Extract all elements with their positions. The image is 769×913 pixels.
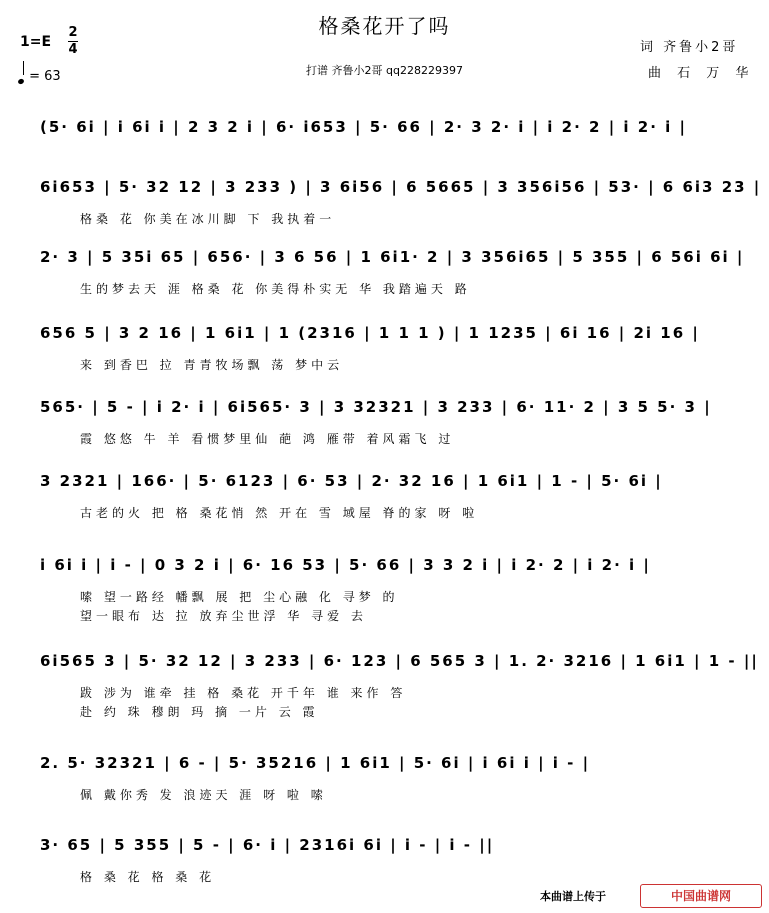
- lyric-line: 望一眼布 达 拉 放弃尘世浮 华 寻爱 去: [80, 609, 367, 623]
- quarter-note-icon: [17, 78, 24, 85]
- score-line: [40, 178, 762, 227]
- lyric-line: 生的梦去天 涯 格桑 花 你美得朴实无 华 我踏遍天 路: [80, 282, 471, 296]
- tempo-value: = 63: [29, 69, 61, 84]
- time-signature: [68, 26, 78, 57]
- lyric-line: 来 到香巴 拉 青青牧场飘 荡 梦中云: [80, 358, 344, 372]
- lyric-line: 跋 涉为 谁牵 挂 格 桑花 开千年 谁 来作 答: [80, 686, 407, 700]
- jianpu-notes: 2. 5· 32321 | 6 - | 5· 35216 | 1 6i1 | 5· 6i | i 6i i | i - |: [40, 754, 591, 772]
- score-line: [40, 324, 730, 373]
- score-line: [40, 118, 730, 136]
- jianpu-notes: 656 5 | 3 2 16 | 1 6i1 | 1 (2316 | 1 1 1 ) | 1 1235 | 6i 16 | 2i 16 |: [40, 324, 700, 342]
- meter-top: 2: [68, 25, 78, 40]
- score-line: [40, 398, 730, 447]
- composer-credit: 曲 石 万 华: [648, 66, 755, 81]
- jianpu-notes: 565· | 5 - | i 2· i | 6i565· 3 | 3 32321 | 3 233 | 6· 11· 2 | 3 5 5· 3 |: [40, 398, 712, 416]
- score-title: 格桑花开了吗: [318, 14, 451, 38]
- jianpu-notes: 3· 65 | 5 355 | 5 - | 6· i | 2316i 6i | i - | i - ||: [40, 836, 495, 854]
- jianpu-notes: 6i565 3 | 5· 32 12 | 3 233 | 6· 123 | 6 565 3 | 1. 2· 3216 | 1 6i1 | 1 - ||: [40, 652, 759, 670]
- meter-bottom: 4: [68, 42, 78, 57]
- lyric-line: 嗦 望一路经 幡飘 展 把 尘心融 化 寻梦 的: [80, 590, 399, 604]
- score-line: [40, 248, 745, 297]
- score-line: [40, 472, 730, 521]
- lyric-line: 佩 戴你秀 发 浪迹天 涯 呀 啦 嗦: [80, 788, 327, 802]
- transcriber-credit: 打谱 齐鲁小2哥 qq228229397: [306, 64, 463, 77]
- lyricist-credit: 词 齐鲁小2哥: [640, 40, 739, 55]
- lyric-line: 霞 悠悠 牛 羊 看惯梦里仙 葩 鸿 雁带 着风霜飞 过: [80, 432, 455, 446]
- lyric-line: 赴 约 珠 穆朗 玛 摘 一片 云 霞: [80, 705, 319, 719]
- jianpu-notes: 6i653 | 5· 32 12 | 3 233 ) | 3 6i56 | 6 5665 | 3 356i56 | 53· | 6 6i3 23 |: [40, 178, 762, 196]
- jianpu-notes: 3 2321 | 166· | 5· 6123 | 6· 53 | 2· 32 16 | 1 6i1 | 1 - | 5· 6i |: [40, 472, 663, 490]
- score-line: [40, 556, 730, 624]
- jianpu-notes: 2· 3 | 5 35i 65 | 656· | 3 6 56 | 1 6i1· 2 | 3 356i65 | 5 355 | 6 56i 6i |: [40, 248, 745, 266]
- score-line: [40, 652, 759, 720]
- lyric-line: 格桑 花 你美在冰川脚 下 我执着一: [80, 212, 336, 226]
- upload-note: 本曲谱上传于: [540, 890, 606, 903]
- key-signature: 1=E: [20, 34, 52, 50]
- jianpu-notes: (5· 6i | i 6i i | 2 3 2 i | 6· i653 | 5· 66 | 2· 3 2· i | i 2· 2 | i 2· i |: [40, 118, 687, 136]
- lyric-line: 格 桑 花 格 桑 花: [80, 870, 216, 884]
- score-line: [40, 836, 730, 885]
- jianpu-notes: i 6i i | i - | 0 3 2 i | 6· 16 53 | 5· 66 | 3 3 2 i | i 2· 2 | i 2· i |: [40, 556, 651, 574]
- site-logo: 中国曲谱网: [640, 884, 762, 908]
- lyric-line: 古老的火 把 格 桑花悄 然 开在 雪 域屋 脊的家 呀 啦: [80, 506, 479, 520]
- score-line: [40, 754, 730, 803]
